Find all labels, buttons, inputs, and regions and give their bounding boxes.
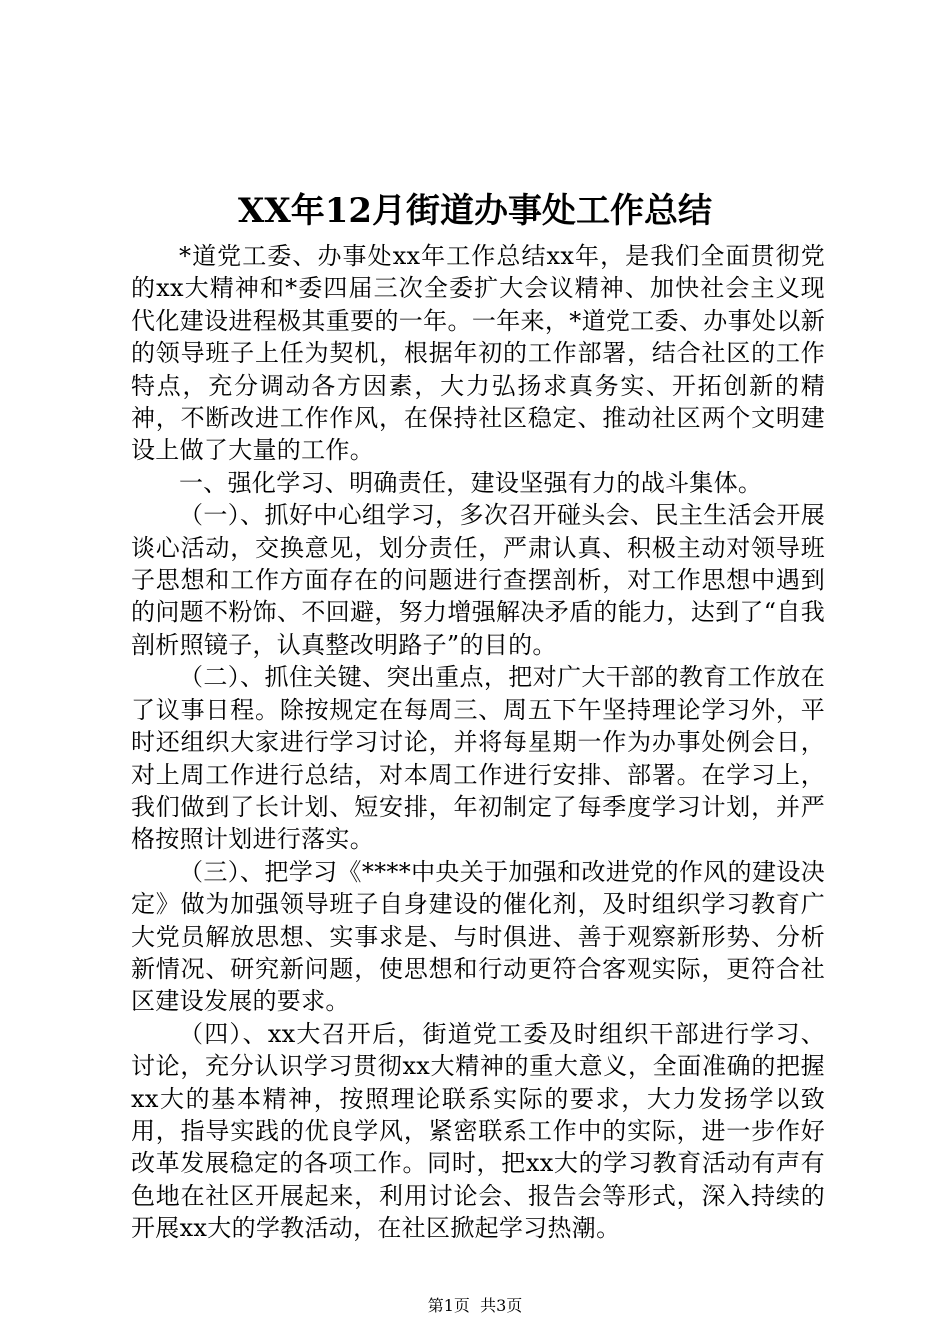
paragraph-item-1: （一）、抓好中心组学习，多次召开碰头会、民主生活会开展谈心活动，交换意见，划分责任，严肃认真、积极主动对领导班子思想和工作方面存在的问题进行查摆剖析，对工作思想中遇到的问题不粉饰、不回避，努力增强解决矛盾的能力，达到了“自我剖析照镜子，认真整改明路子”的目的。 [131,501,825,659]
document-title: XX年12月街道办事处工作总结 [237,191,713,231]
section-heading-1: 一、强化学习、明确责任，建设坚强有力的战斗集体。 [179,468,763,497]
paragraph-intro: *道党工委、办事处xx年工作总结xx年，是我们全面贯彻党的xx大精神和*委四届三次全委扩大会议精神、加快社会主义现代化建设进程极其重要的一年。一年来，*道党工委、办事处以新的领导班子上任为契机，根据年初的工作部署，结合社区的工作特点，充分调动各方因素，大力弘扬求真务实、开拓创新的精神，不断改进工作作风，在保持社区稳定、推动社区两个文明建设上做了大量的工作。 [131,242,825,465]
paragraph-item-2: （二）、抓住关键、突出重点，把对广大干部的教育工作放在了议事日程。除按规定在每周三、周五下午坚持理论学习外，平时还组织大家进行学习讨论，并将每星期一作为办事处例会日，对上周工作进行总结，对本周工作进行安排、部署。在学习上，我们做到了长计划、短安排，年初制定了每季度学习计划，并严格按照计划进行落实。 [131,663,825,854]
page-number: 第1页 [427,1296,470,1315]
page-footer [0,1296,950,1316]
page-total: 共3页 [480,1296,523,1315]
document-body [131,240,825,1245]
paragraph-item-4: （四）、xx大召开后，街道党工委及时组织干部进行学习、讨论，充分认识学习贯彻xx大精神的重大意义，全面准确的把握xx大的基本精神，按照理论联系实际的要求，大力发扬学以致用，指导实践的优良学风，紧密联系工作中的实际，进一步作好改革发展稳定的各项工作。同时，把xx大的学习教育活动有声有色地在社区开展起来，利用讨论会、报告会等形式，深入持续的开展xx大的学教活动，在社区掀起学习热潮。 [131,1019,825,1243]
paragraph-item-3: （三）、把学习《****中央关于加强和改进党的作风的建设决定》做为加强领导班子自身建设的催化剂，及时组织学习教育广大党员解放思想、实事求是、与时俱进、善于观察新形势、分析新情况、研究新问题，使思想和行动更符合客观实际，更符合社区建设发展的要求。 [131,857,825,1016]
